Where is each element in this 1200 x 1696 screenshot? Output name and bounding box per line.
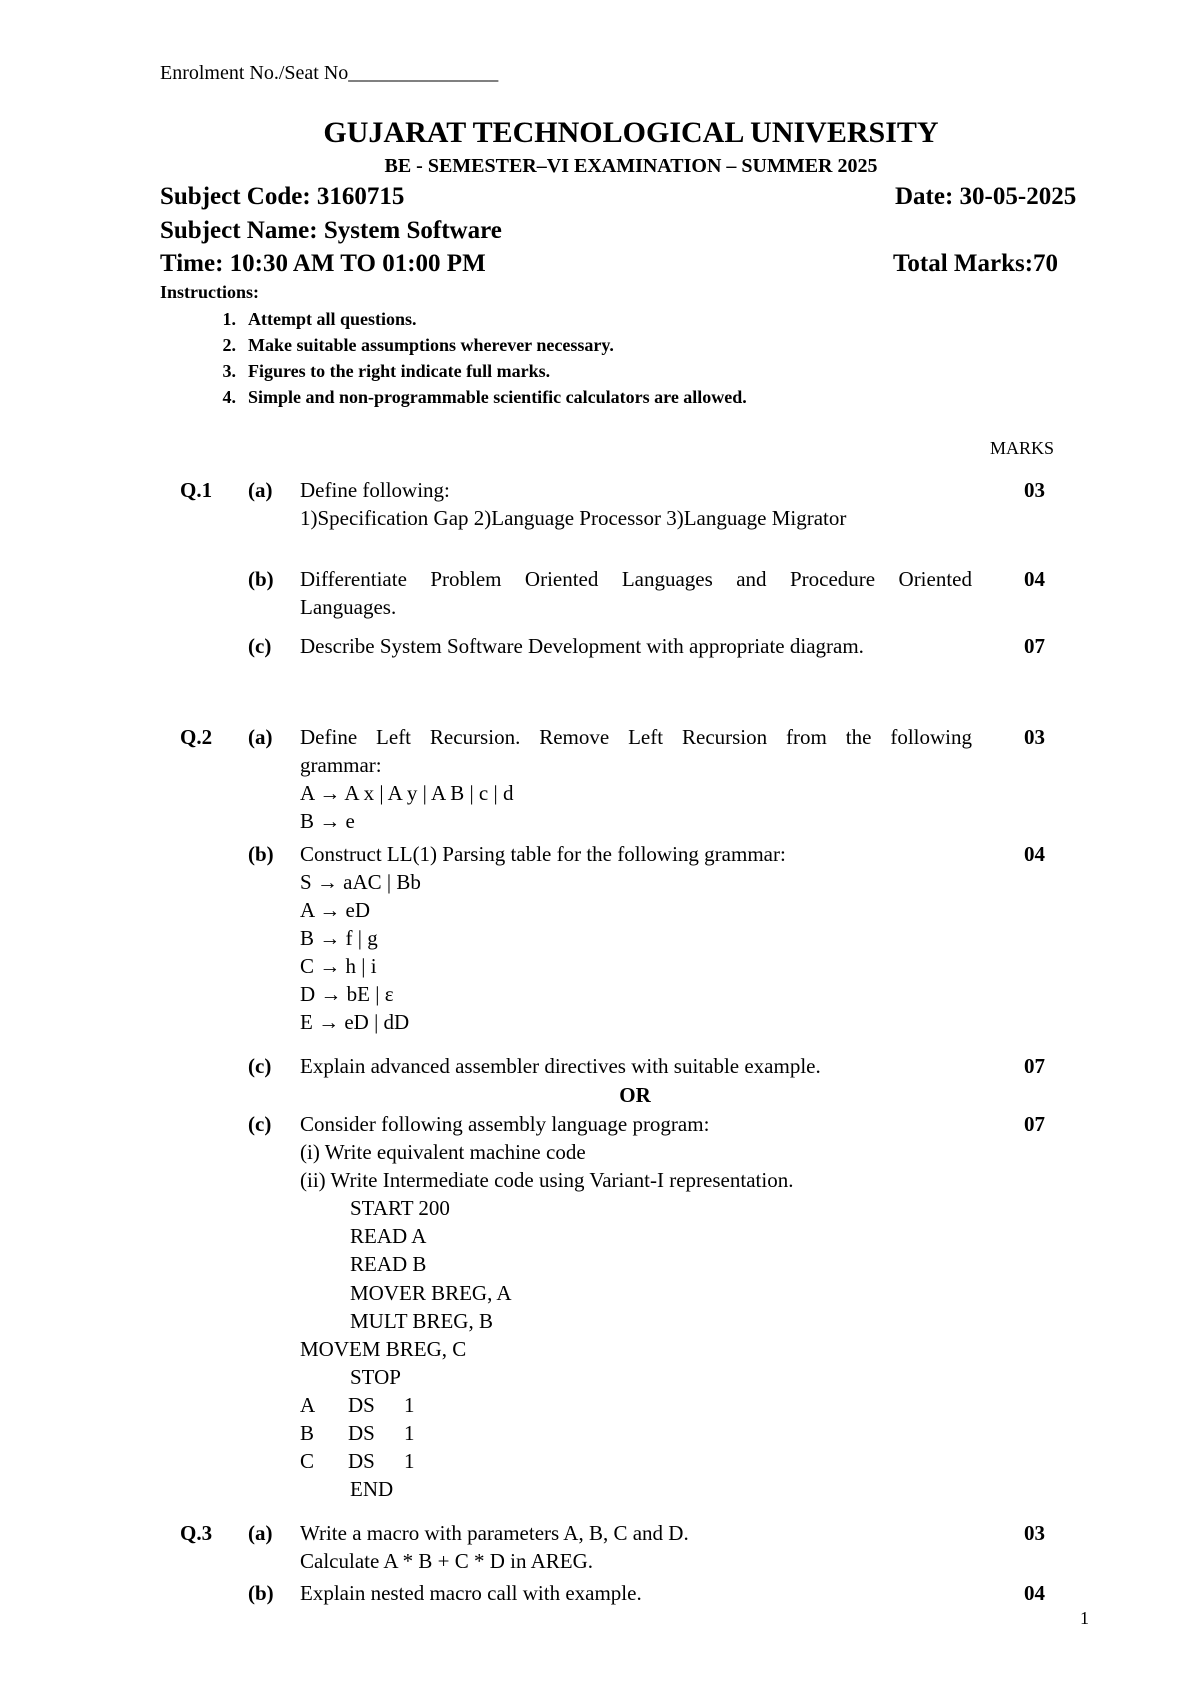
program-line: 1 <box>404 1393 415 1417</box>
grammar-rule: E → eD | dD <box>300 1010 410 1034</box>
subject-name: Subject Name: System Software <box>160 217 502 244</box>
program-line: 1 <box>404 1421 415 1445</box>
enrolment-line: Enrolment No./Seat No_______________ <box>160 62 499 84</box>
grammar-rule: S → aAC | Bb <box>300 870 421 894</box>
program-line: MULT BREG, B <box>350 1309 493 1333</box>
question-text: Consider following assembly language program: <box>300 1112 710 1136</box>
subquestion-label: (c) <box>248 1112 272 1136</box>
marks-value: 04 <box>1024 842 1045 866</box>
page-number: 1 <box>1080 1608 1089 1628</box>
program-line: MOVEM BREG, C <box>300 1337 467 1361</box>
subquestion-label: (a) <box>248 1521 273 1545</box>
subquestion-label: (a) <box>248 725 273 749</box>
question-text: Calculate A * B + C * D in AREG. <box>300 1549 594 1573</box>
program-line: C <box>300 1449 315 1473</box>
program-line: DS <box>348 1393 375 1417</box>
grammar-rule: A → A x | A y | A B | c | d <box>300 781 514 805</box>
exam-time: Time: 10:30 AM TO 01:00 PM <box>160 250 486 277</box>
grammar-rule: B → e <box>300 809 355 833</box>
question-text: Describe System Software Development with appropriate diagram. <box>300 634 864 658</box>
program-line: READ B <box>350 1252 427 1276</box>
exam-title: BE - SEMESTER–VI EXAMINATION – SUMMER 2025 <box>384 155 878 177</box>
marks-value: 03 <box>1024 1521 1045 1545</box>
question-text: Explain nested macro call with example. <box>300 1581 642 1605</box>
university-title: GUJARAT TECHNOLOGICAL UNIVERSITY <box>323 116 939 149</box>
program-line: END <box>350 1477 394 1501</box>
subquestion-label: (b) <box>248 842 274 866</box>
exam-date: Date: 30-05-2025 <box>895 183 1077 210</box>
marks-value: 04 <box>1024 1581 1045 1605</box>
question-text: (ii) Write Intermediate code using Variant-I representation. <box>300 1168 794 1192</box>
marks-value: 07 <box>1024 1054 1045 1078</box>
grammar-rule: A → eD <box>300 898 370 922</box>
grammar-rule: B → f | g <box>300 926 378 950</box>
question-text: Construct LL(1) Parsing table for the following grammar: <box>300 842 786 866</box>
program-line: START 200 <box>350 1196 450 1220</box>
grammar-rule: C → h | i <box>300 954 377 978</box>
subquestion-label: (c) <box>248 1054 272 1078</box>
program-line: DS <box>348 1449 375 1473</box>
marks-value: 07 <box>1024 1112 1045 1136</box>
marks-heading: MARKS <box>990 438 1055 458</box>
subject-code: Subject Code: 3160715 <box>160 183 405 210</box>
marks-value: 03 <box>1024 478 1045 502</box>
subquestion-label: (b) <box>248 1581 274 1605</box>
program-line: MOVER BREG, A <box>350 1281 512 1305</box>
question-text: Differentiate Problem Oriented Languages and Procedure Oriented <box>300 567 972 591</box>
question-number: Q.1 <box>180 478 213 502</box>
instruction-item: 4. Simple and non-programmable scientific calculators are allowed. <box>222 387 747 407</box>
question-text: Write a macro with parameters A, B, C and D. <box>300 1521 689 1545</box>
subquestion-label: (a) <box>248 478 273 502</box>
question-text: Languages. <box>300 595 397 619</box>
question-text: grammar: <box>300 753 382 777</box>
grammar-rule: D → bE | ε <box>300 982 394 1006</box>
question-number: Q.2 <box>180 725 213 749</box>
instructions-heading: Instructions: <box>160 282 260 302</box>
question-text: Define Left Recursion. Remove Left Recursion from the following <box>300 725 972 749</box>
question-text: Explain advanced assembler directives with suitable example. <box>300 1054 821 1078</box>
question-text: 1)Specification Gap 2)Language Processor 3)Language Migrator <box>300 506 847 530</box>
or-separator: OR <box>619 1083 651 1107</box>
marks-value: 04 <box>1024 567 1045 591</box>
subquestion-label: (c) <box>248 634 272 658</box>
question-number: Q.3 <box>180 1521 213 1545</box>
program-line: B <box>300 1421 315 1445</box>
program-line: STOP <box>350 1365 401 1389</box>
total-marks: Total Marks:70 <box>893 250 1059 277</box>
marks-value: 07 <box>1024 634 1045 658</box>
question-text: Define following: <box>300 478 450 502</box>
program-line: DS <box>348 1421 375 1445</box>
subquestion-label: (b) <box>248 567 274 591</box>
instruction-item: 2. Make suitable assumptions wherever necessary. <box>222 335 614 355</box>
instruction-item: 1. Attempt all questions. <box>222 309 417 329</box>
program-line: READ A <box>350 1224 427 1248</box>
program-line: A <box>300 1393 316 1417</box>
question-text: (i) Write equivalent machine code <box>300 1140 586 1164</box>
marks-value: 03 <box>1024 725 1045 749</box>
program-line: 1 <box>404 1449 415 1473</box>
instruction-item: 3. Figures to the right indicate full marks. <box>222 361 551 381</box>
